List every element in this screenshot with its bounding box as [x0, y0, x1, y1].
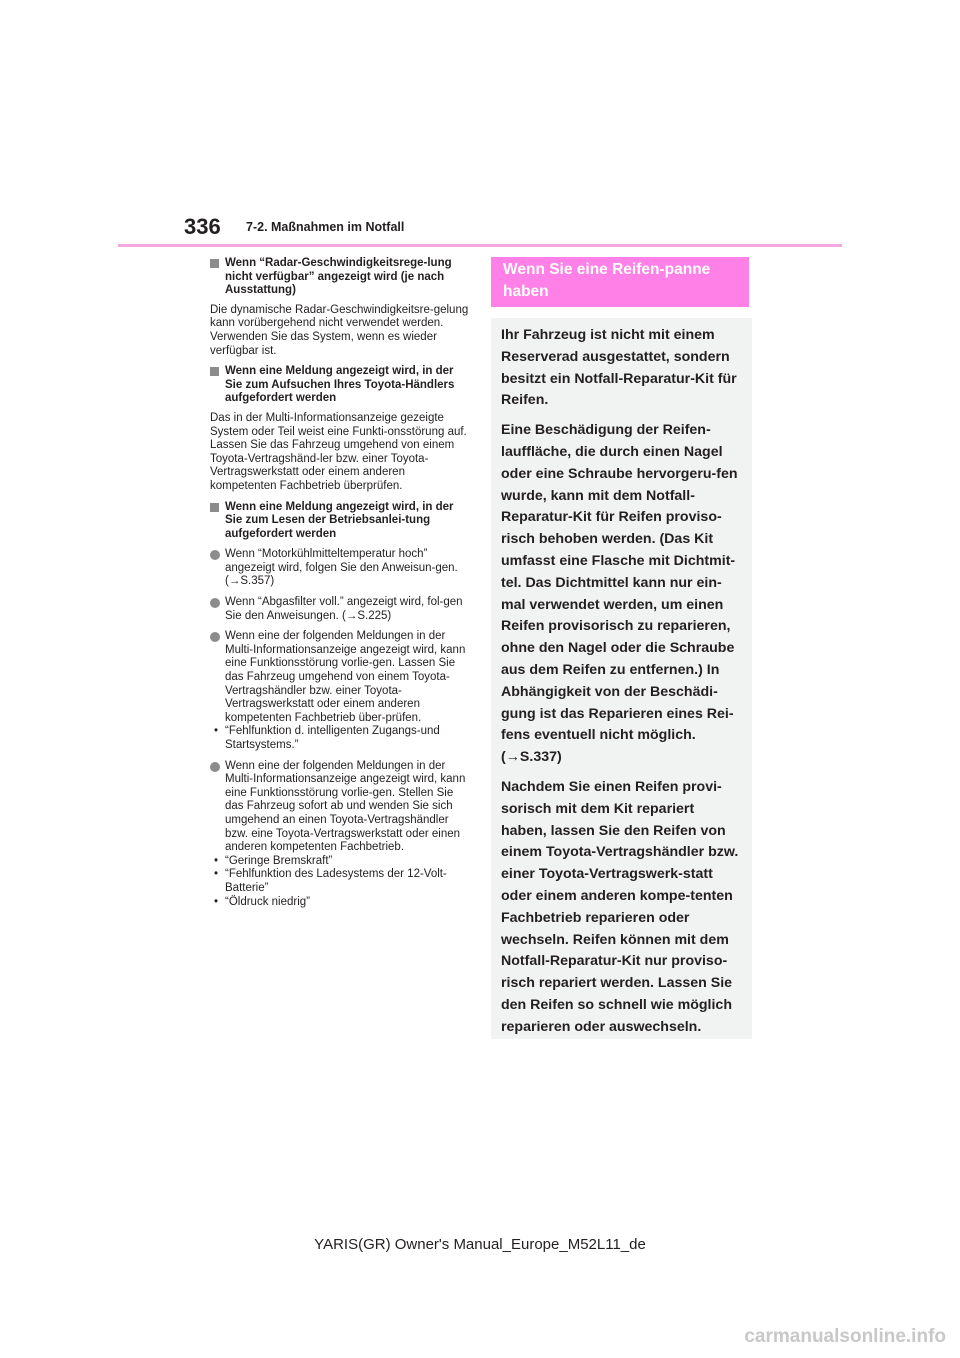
square-bullet-icon — [210, 259, 219, 268]
sub-bullet — [210, 855, 472, 869]
list-item-text: Wenn eine der folgenden Meldungen in der Multi-Informationsanzeige angezeigt wird, kann eine Funktionsstörung vorlie-gen. Lassen Sie das Fahrzeug umgehend von einem Toyota-Vertragshändler bzw. einer Toyota-Vertragswerkstatt oder einem anderen kompetenten Fachbetrieb über-prüfen. — [225, 630, 466, 724]
list-item — [210, 548, 472, 589]
info-paragraph: Ihr Fahrzeug ist nicht mit einem Reserverad ausgestattet, sondern besitzt ein Notfall-Reparatur-Kit für Reifen. — [501, 327, 737, 409]
bullet-icon: • — [214, 895, 219, 908]
section-dealer — [210, 365, 472, 493]
list-item-text: Wenn “Abgasfilter voll.” angezeigt wird, fol-gen Sie den Anweisungen. (→S.225) — [225, 596, 463, 622]
circle-bullet-icon — [210, 632, 220, 642]
circle-bullet-icon — [210, 550, 220, 560]
sub-bullet-text: “Fehlfunktion d. intelligenten Zugangs-und Startsystems.” — [225, 725, 440, 751]
sub-bullet — [210, 896, 472, 910]
info-paragraph: Nachdem Sie einen Reifen provi-sorisch mit dem Kit repariert haben, lassen Sie den Reifen von einem Toyota-Vertragshändler bzw. einer Toyota-Vertragswerk-statt oder einem anderen kompe-tenten Fachbetrieb reparieren oder wechseln. Reifen können mit dem Notfall-Reparatur-Kit nur proviso-risch repariert werden. Lassen Sie den Reifen so schnell wie möglich reparieren oder auswechseln. — [501, 778, 739, 1035]
square-bullet-icon — [210, 367, 219, 376]
manual-heading — [210, 501, 472, 542]
radar-heading — [210, 257, 472, 298]
info-paragraph: Eine Beschädigung der Reifen-lauffläche, die durch einen Nagel oder eine Schraube hervorgeru-fen wurde, kann mit dem Notfall-Reparatur-Kit für Reifen proviso-risch behoben werden. (Das Kit umfasst eine Flasche mit Dichtmit-tel. Das Dichtmittel kann nur ein-mal verwendet werden, um einen Reifen provisorisch zu reparieren, ohne den Nagel oder die Schraube aus dem Reifen zu entfernen.) In Abhängigkeit von der Beschädi-gung ist das Reparieren eines Rei-fens eventuell nicht möglich. (→S.337) — [501, 422, 738, 766]
bullet-icon: • — [214, 725, 219, 738]
section-radar — [210, 257, 472, 358]
header-rule — [118, 244, 842, 247]
bullet-icon: • — [214, 868, 219, 881]
sub-bullet-text: “Geringe Bremskraft” — [225, 854, 333, 867]
flat-tire-title: Wenn Sie eine Reifen-panne haben — [503, 261, 711, 300]
sub-bullet-text: “Öldruck niedrig” — [225, 895, 310, 908]
dealer-heading — [210, 365, 472, 406]
left-column — [210, 257, 472, 916]
list-item — [210, 760, 472, 855]
list-item-text: Wenn “Motorkühlmitteltemperatur hoch” angezeigt wird, folgen Sie den Anweisun-gen. (→S.357) — [225, 548, 458, 588]
radar-text: Die dynamische Radar-Geschwindigkeitsre-gelung kann vorübergehend nicht verwendet werden. Verwenden Sie das System, wenn es wieder verfügbar ist. — [210, 303, 469, 357]
footer-text: YARIS(GR) Owner's Manual_Europe_M52L11_de — [314, 1236, 646, 1253]
list-item — [210, 630, 472, 725]
sub-bullet-text: “Fehlfunktion des Ladesystems der 12-Volt-Batterie” — [225, 868, 447, 894]
section-title: 7-2. Maßnahmen im Notfall — [246, 220, 405, 234]
circle-bullet-icon — [210, 598, 220, 608]
dealer-heading-text: Wenn eine Meldung angezeigt wird, in der Sie zum Aufsuchen Ihres Toyota-Händlers aufgefordert werden — [225, 365, 455, 405]
square-bullet-icon — [210, 503, 219, 512]
watermark: carmanualsonline.info — [744, 1326, 946, 1347]
bullet-icon: • — [214, 854, 219, 867]
section-manual — [210, 501, 472, 910]
sub-bullet — [210, 868, 472, 895]
flat-tire-title-box — [491, 257, 749, 307]
circle-bullet-icon — [210, 762, 220, 772]
dealer-text: Das in der Multi-Informationsanzeige gezeigte System oder Teil weist eine Funkti-onsstörung auf. Lassen Sie das Fahrzeug umgehend von einem Toyota-Vertragshänd-ler bzw. einer Toyota-Vertragswerkstatt oder einem anderen kompetenten Fachbetrieb überprüfen. — [210, 411, 467, 492]
sub-bullet — [210, 725, 472, 752]
flat-tire-info-box — [491, 318, 752, 1039]
manual-heading-text: Wenn eine Meldung angezeigt wird, in der Sie zum Lesen der Betriebsanlei-tung aufgefordert werden — [225, 500, 454, 540]
radar-heading-text: Wenn “Radar-Geschwindigkeitsrege-lung nicht verfügbar” angezeigt wird (je nach Ausstattung) — [225, 257, 452, 297]
page-number: 336 — [184, 214, 221, 239]
list-item — [210, 596, 472, 623]
list-item-text: Wenn eine der folgenden Meldungen in der Multi-Informationsanzeige angezeigt wird, kann eine Funktionsstörung vorlie-gen. Stellen Sie das Fahrzeug sofort ab und wenden Sie sich umgehend an einen Toyota-Vertragshändler bzw. eine Toyota-Vertragswerkstatt oder einen anderen kompetenten Fachbetrieb. — [225, 759, 466, 854]
